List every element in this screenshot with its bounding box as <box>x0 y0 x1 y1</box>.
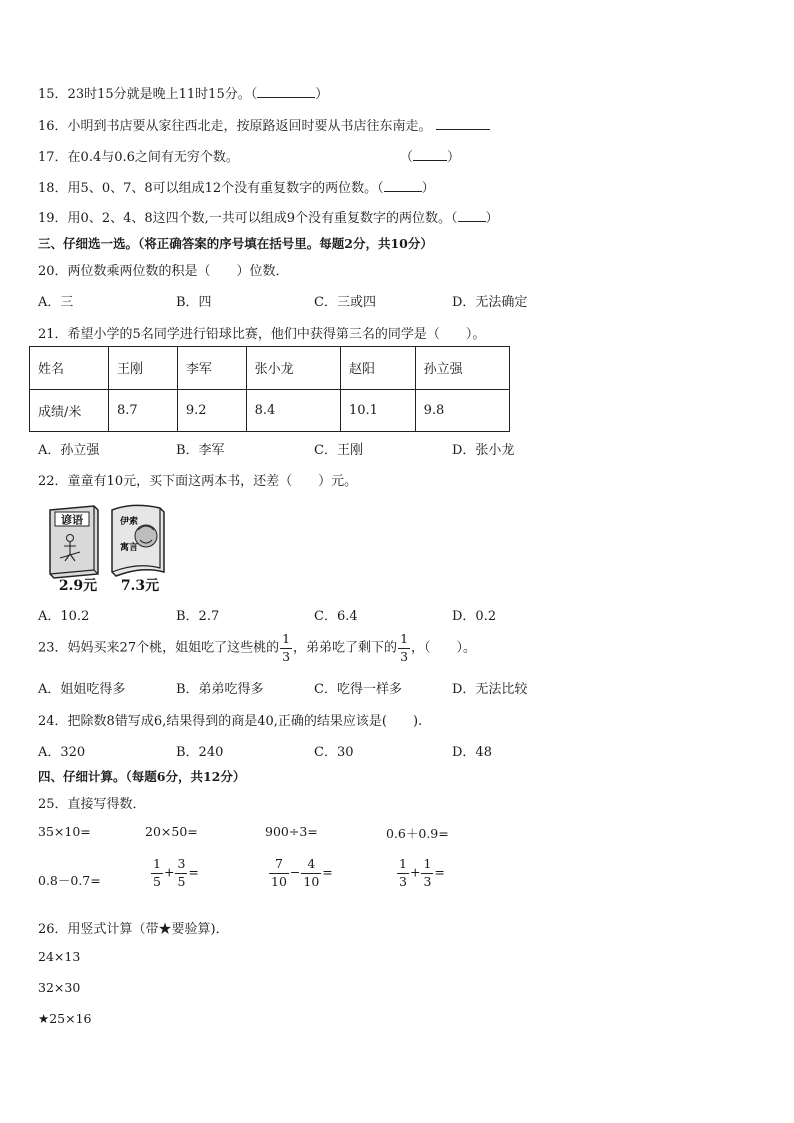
score-table <box>29 346 510 432</box>
question-17-answer: （ ） <box>400 150 461 165</box>
svg-text:寓言: 寓言 <box>120 543 139 553</box>
table-cell: 王刚 <box>109 347 178 390</box>
answer-blank[interactable] <box>257 86 315 98</box>
table-cell: 姓名 <box>30 347 109 390</box>
aesop-fables-book-icon <box>112 505 164 576</box>
svg-text:7.3元: 7.3元 <box>120 578 160 592</box>
question-21: 21．希望小学的5名同学进行铅球比赛，他们中获得第三名的同学是（ ）。 <box>38 327 486 342</box>
option-d[interactable]: D．无法确定 <box>452 295 528 310</box>
fraction: $\frac{1}{3}$ <box>282 631 291 664</box>
svg-text:伊索: 伊索 <box>120 517 139 527</box>
question-17: 17．在0.4与0.6之间有无穷个数。 <box>38 150 239 165</box>
calc-fraction-item: $\frac{7}{10}$ − $\frac{4}{10}$ = <box>271 856 333 889</box>
table-row <box>30 347 510 390</box>
calc-fraction-item: $\frac{1}{3}$ + $\frac{1}{3}$ = <box>399 856 445 889</box>
option-b[interactable]: B．李军 <box>176 443 225 458</box>
calc-item: 32×30 <box>38 980 81 995</box>
option-c[interactable]: C．吃得一样多 <box>314 682 402 697</box>
option-b[interactable]: B．240 <box>176 745 224 760</box>
answer-blank[interactable] <box>458 210 486 222</box>
option-a[interactable]: A．10.2 <box>38 609 90 624</box>
answer-blank[interactable] <box>436 118 490 130</box>
table-cell: 10.1 <box>341 389 416 432</box>
calc-item: 0.6＋0.9= <box>386 826 449 841</box>
section-heading-4: 四、仔细计算。（每题6分，共12分） <box>38 769 246 784</box>
table-cell: 赵阳 <box>341 347 416 390</box>
question-15: 15．23时15分就是晚上11时15分。（ ） <box>38 87 329 102</box>
svg-text:2.9元: 2.9元 <box>58 578 98 592</box>
option-a[interactable]: A．孙立强 <box>38 443 100 458</box>
options-21 <box>38 439 598 457</box>
option-d[interactable]: D．张小龙 <box>452 443 515 458</box>
answer-blank[interactable] <box>384 180 422 192</box>
option-a[interactable]: A．三 <box>38 295 74 310</box>
question-24: 24．把除数8错写成6,结果得到的商是40,正确的结果应该是( ). <box>38 714 423 729</box>
table-cell: 成绩/米 <box>30 389 109 432</box>
question-25: 25．直接写得数． <box>38 797 146 812</box>
option-a[interactable]: A．320 <box>38 745 86 760</box>
svg-text:谚语: 谚语 <box>61 513 83 527</box>
answer-blank[interactable] <box>413 149 447 161</box>
books-illustration <box>46 500 172 592</box>
question-20: 20．两位数乘两位数的积是（ ）位数． <box>38 264 289 279</box>
calc-fraction-item: $\frac{1}{5}$ + $\frac{3}{5}$ = <box>153 856 199 889</box>
option-d[interactable]: D．0.2 <box>452 609 497 624</box>
question-26: 26．用竖式计算（带★要验算)． <box>38 922 229 937</box>
fraction: $\frac{1}{5}$ <box>153 856 161 889</box>
option-d[interactable]: D．无法比较 <box>452 682 528 697</box>
table-cell: 8.4 <box>246 389 340 432</box>
calc-item: ★25×16 <box>38 1011 92 1026</box>
table-cell: 9.8 <box>415 389 509 432</box>
option-d[interactable]: D．48 <box>452 745 492 760</box>
calc-item: 35×10= <box>38 824 91 839</box>
option-c[interactable]: C．王刚 <box>314 443 363 458</box>
table-cell: 孙立强 <box>415 347 509 390</box>
fraction: $\frac{3}{5}$ <box>177 856 186 889</box>
options-20 <box>38 291 598 309</box>
option-b[interactable]: B．2.7 <box>176 609 220 624</box>
options-23 <box>38 678 598 696</box>
question-16: 16．小明到书店要从家往西北走，按原路返回时要从书店往东南走。 <box>38 115 490 134</box>
fraction: $\frac{7}{10}$ <box>271 856 287 889</box>
calc-item: 24×13 <box>38 949 81 964</box>
option-c[interactable]: C．三或四 <box>314 295 376 310</box>
table-cell: 9.2 <box>177 389 246 432</box>
question-19: 19．用0、2、4、8这四个数,一共可以组成9个没有重复数字的两位数。（ ） <box>38 211 499 226</box>
table-cell: 张小龙 <box>246 347 340 390</box>
calc-item: 0.8－0.7= <box>38 873 101 888</box>
option-b[interactable]: B．四 <box>176 295 212 310</box>
fraction: $\frac{1}{3}$ <box>399 856 407 889</box>
question-18: 18．用5、0、7、8可以组成12个没有重复数字的两位数。（ ） <box>38 181 435 196</box>
calc-item: 20×50= <box>145 824 198 839</box>
proverbs-book-icon <box>50 506 98 578</box>
option-b[interactable]: B．弟弟吃得多 <box>176 682 264 697</box>
question-23: 23．妈妈买来27个桃，姐姐吃了这些桃的 $\frac{1}{3}$ ，弟弟吃了剩下的 $\frac{1}{3}$ ，（ ）。 <box>38 631 477 664</box>
calc-item: 900÷3= <box>265 824 318 839</box>
section-heading-3: 三、仔细选一选。（将正确答案的序号填在括号里。每题2分，共10分） <box>38 236 433 251</box>
option-c[interactable]: C．6.4 <box>314 609 358 624</box>
fraction: $\frac{4}{10}$ <box>303 856 320 889</box>
table-row <box>30 389 510 432</box>
fraction: $\frac{1}{3}$ <box>423 856 432 889</box>
option-c[interactable]: C．30 <box>314 745 354 760</box>
question-22: 22．童童有10元，买下面这两本书，还差（ ）元。 <box>38 474 358 489</box>
option-a[interactable]: A．姐姐吃得多 <box>38 682 126 697</box>
fraction: $\frac{1}{3}$ <box>400 631 409 664</box>
table-cell: 8.7 <box>109 389 178 432</box>
table-cell: 李军 <box>177 347 246 390</box>
options-24 <box>38 741 598 759</box>
options-22 <box>38 605 598 623</box>
